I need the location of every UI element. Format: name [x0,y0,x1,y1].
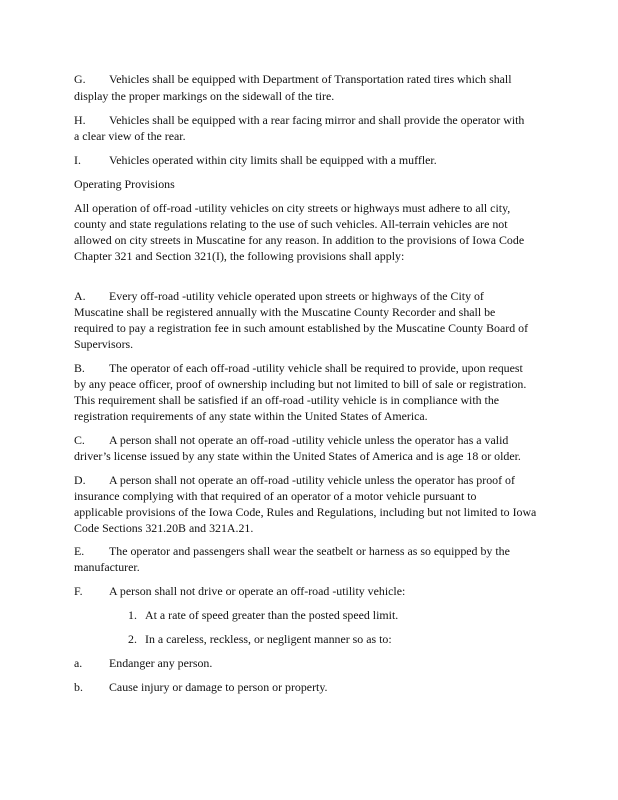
item-label: F. [74,584,83,598]
item-label: 2. [128,632,137,646]
item-label: C. [74,433,85,447]
item-label: B. [74,361,85,375]
item-label: 1. [128,608,137,622]
text-line: The operator of each off-road -utility vehicle shall be required to provide, upon request [109,361,523,375]
item-label: G. [74,72,86,86]
text-line: At a rate of speed greater than the posted speed limit. [145,608,399,622]
text-line: All operation of off-road -utility vehicles on city streets or highways must adhere to all city, [74,201,511,215]
text-line: A person shall not operate an off-road -utility vehicle unless the operator has a valid [109,433,509,447]
text-line: registration requirements of any state within the United States of America. [74,409,428,423]
text-line: The operator and passengers shall wear the seatbelt or harness as so equipped by the [109,544,510,558]
item-label: H. [74,113,86,127]
text-line: manufacturer. [74,560,140,574]
text-line: A person shall not operate an off-road -utility vehicle unless the operator has proof of [109,473,515,487]
item-label: A. [74,289,86,303]
text-line: Vehicles shall be equipped with a rear facing mirror and shall provide the operator with [109,113,525,127]
item-label: D. [74,473,86,487]
text-line: Endanger any person. [109,656,213,670]
text-line: applicable provisions of the Iowa Code, Rules and Regulations, including but not limited to Iowa [74,505,537,519]
text-line: Muscatine shall be registered annually with the Muscatine County Recorder and shall be [74,305,496,319]
item-label: a. [74,656,83,670]
item-label: E. [74,544,85,558]
text-line: Operating Provisions [74,177,175,191]
text-line: Supervisors. [74,337,134,351]
text-line: a clear view of the rear. [74,129,186,143]
text-line: Chapter 321 and Section 321(I), the following provisions shall apply: [74,249,405,263]
text-line: driver’s license issued by any state within the United States of America and is age 18 or older. [74,449,521,463]
text-line: Vehicles operated within city limits shall be equipped with a muffler. [109,153,437,167]
text-line: Every off-road -utility vehicle operated upon streets or highways of the City of [109,289,484,303]
text-line: by any peace officer, proof of ownership including but not limited to bill of sale or registration. [74,377,527,391]
text-line: allowed on city streets in Muscatine for any reason. In addition to the provisions of Iowa Code [74,233,525,247]
text-line: display the proper markings on the sidewall of the tire. [74,89,335,103]
text-line: required to pay a registration fee in such amount established by the Muscatine County Board of [74,321,529,335]
item-label: b. [74,680,83,694]
text-line: Vehicles shall be equipped with Department of Transportation rated tires which shall [109,72,512,86]
text-line: county and state regulations relating to the use of such vehicles. All-terrain vehicles are not [74,217,508,231]
text-line: Cause injury or damage to person or property. [109,680,328,694]
item-label: I. [74,153,81,167]
text-line: A person shall not drive or operate an off-road -utility vehicle: [109,584,406,598]
text-line: Code Sections 321.20B and 321A.21. [74,521,254,535]
text-line: In a careless, reckless, or negligent manner so as to: [145,632,392,646]
text-line: This requirement shall be satisfied if an off-road -utility vehicle is in compliance with the [74,393,500,407]
text-line: insurance complying with that required of an operator of a motor vehicle pursuant to [74,489,477,503]
